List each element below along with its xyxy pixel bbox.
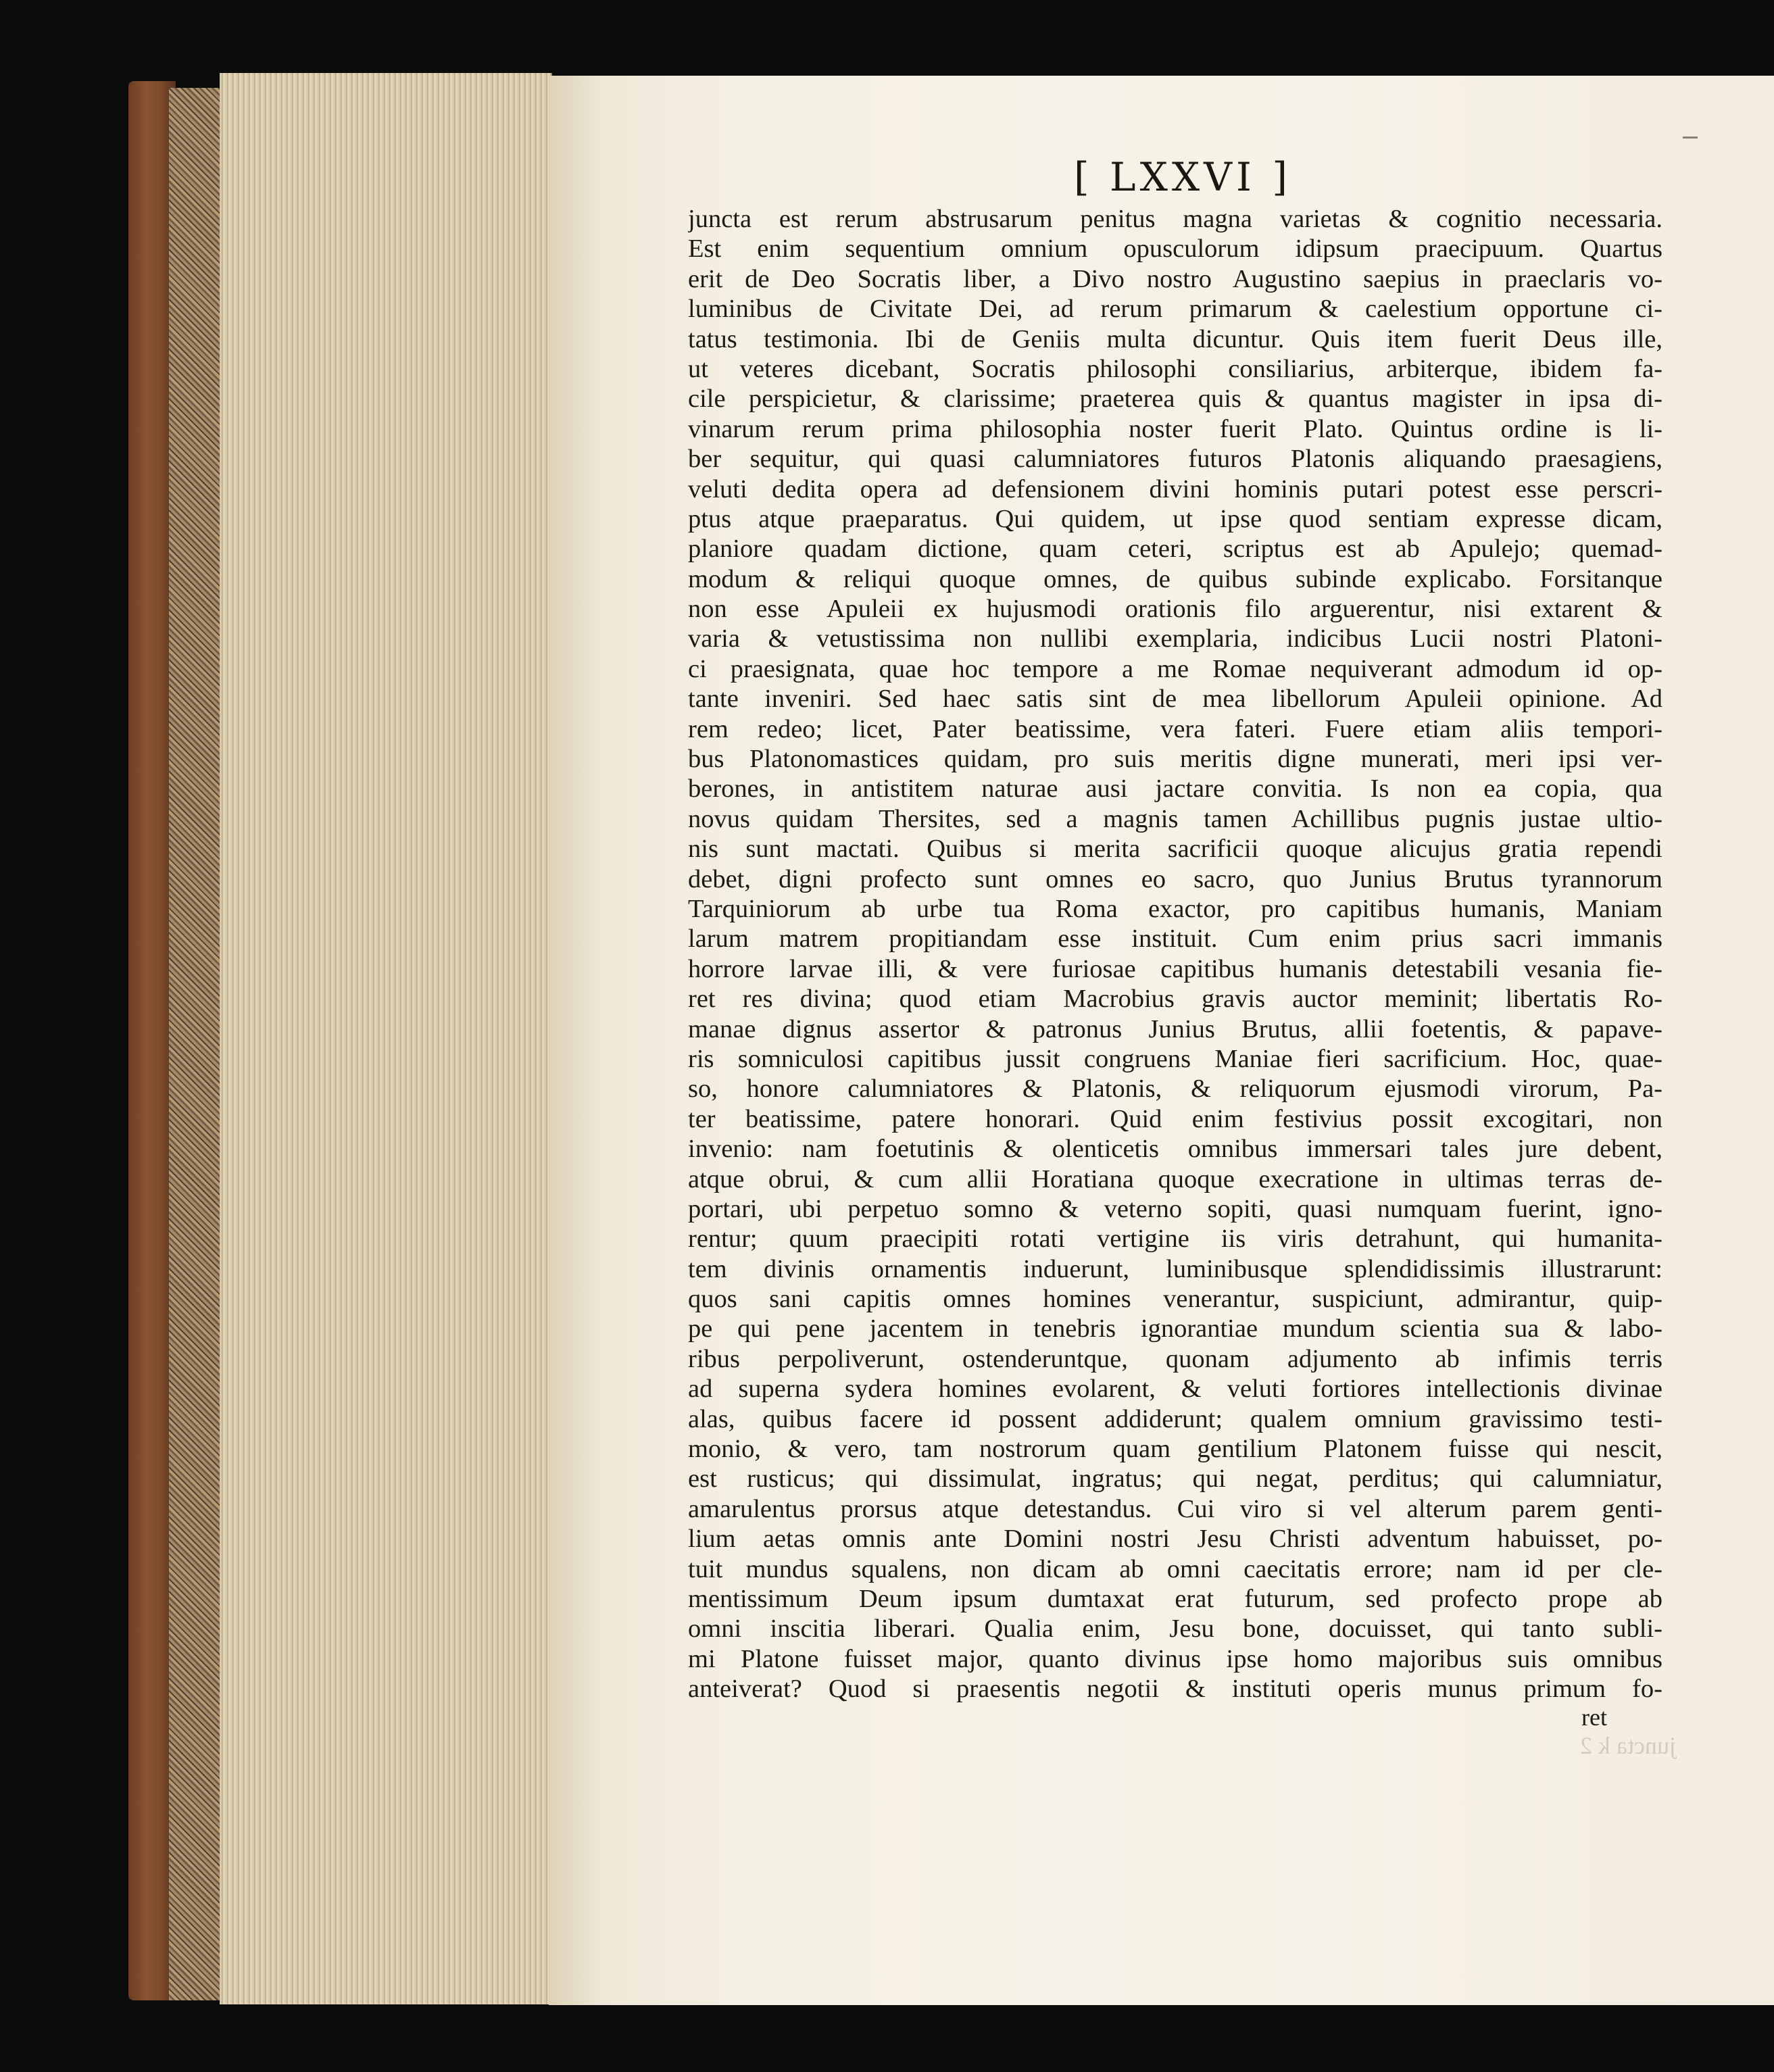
text-line: novus quidam Thersites, sed a magnis tamen Achillibus pugnis justae ultio-	[688, 804, 1662, 833]
text-line: cile perspicietur, & clarissime; praeterea quis & quantus magister in ipsa di-	[688, 385, 1662, 414]
text-line: juncta est rerum abstrusarum penitus magna varietas & cognitio necessaria.	[688, 205, 1662, 233]
text-line: lium aetas omnis ante Domini nostri Jesu Christi adventum habuisset, po-	[688, 1525, 1662, 1554]
text-line: mi Platone fuisset major, quanto divinus ipse homo majoribus suis omnibus	[688, 1644, 1662, 1673]
text-line: berones, in antistitem naturae ausi jactare convitia. Is non ea copia, qua	[688, 774, 1662, 804]
text-line: ci praesignata, quae hoc tempore a me Romae nequiverant admodum id op-	[688, 654, 1662, 683]
text-line: atque obrui, & cum allii Horatiana quoque execratione in ultimas terras de-	[688, 1164, 1662, 1193]
text-line: vinarum rerum prima philosophia noster fuerit Plato. Quintus ordine is li-	[688, 414, 1662, 443]
text-line: larum matrem propitiandam esse instituit. Cum enim prius sacri immanis	[688, 924, 1662, 954]
text-line: mentissimum Deum ipsum dumtaxat erat futurum, sed profecto prope ab	[688, 1584, 1662, 1613]
text-line: omni inscitia liberari. Qualia enim, Jesu bone, docuisset, qui tanto subli-	[688, 1614, 1662, 1644]
text-line: ter beatissime, patere honorari. Quid enim festivius possit excogitari, non	[688, 1104, 1662, 1133]
text-line: ber sequitur, qui quasi calumniatores futuros Platonis aliquando praesagiens,	[688, 445, 1662, 474]
text-line: horrore larvae illi, & vere furiosae capitibus humanis detestabili vesania fie-	[688, 954, 1662, 983]
text-line: anteiverat? Quod si praesentis negotii & instituti operis munus primum fo-	[688, 1675, 1662, 1704]
text-line: tatus testimonia. Ibi de Geniis multa dicuntur. Quis item fuerit Deus ille,	[688, 324, 1662, 353]
text-line: amarulentus prorsus atque detestandus. Cui viro si vel alterum parem genti-	[688, 1494, 1662, 1523]
text-line: nis sunt mactati. Quibus si merita sacrificii quoque alicujus gratia rependi	[688, 835, 1662, 864]
text-line: portari, ubi perpetuo somno & veterno sopiti, quasi numquam fuerint, igno-	[688, 1194, 1662, 1223]
text-line: quos sani capitis omnes homines venerantur, suspiciunt, admirantur, quip-	[688, 1285, 1662, 1314]
text-line: rem redeo; licet, Pater beatissime, vera fateri. Fuere etiam aliis tempori-	[688, 714, 1662, 743]
text-line: alas, quibus facere id possent addiderunt; qualem omnium gravissimo testi-	[688, 1404, 1662, 1433]
text-line: so, honore calumniatores & Platonis, & reliquorum ejusmodi virorum, Pa-	[688, 1075, 1662, 1104]
text-line: ris somniculosi capitibus jussit congruens Maniae fieri sacrificium. Hoc, quae-	[688, 1044, 1662, 1073]
page-header: [ LXXVI ]	[1073, 154, 1292, 200]
text-line: Est enim sequentium omnium opusculorum idipsum praecipuum. Quartus	[688, 235, 1662, 264]
text-line: debet, digni profecto sunt omnes eo sacro, quo Junius Brutus tyrannorum	[688, 864, 1662, 893]
text-line: Tarquiniorum ab urbe tua Roma exactor, pro capitibus humanis, Maniam	[688, 894, 1662, 923]
text-line: est rusticus; qui dissimulat, ingratus; qui negat, perditus; qui calumniatur,	[688, 1464, 1662, 1494]
text-line: manae dignus assertor & patronus Junius Brutus, allii foetentis, & papave-	[688, 1014, 1662, 1043]
text-line: non esse Apuleii ex hujusmodi orationis filo arguerentur, nisi extarent &	[688, 595, 1662, 624]
page-mark	[1683, 137, 1698, 139]
text-line: ut veteres dicebant, Socratis philosophi consiliarius, arbiterque, ibidem fa-	[688, 354, 1662, 383]
text-line: veluti dedita opera ad defensionem divini hominis putari potest esse perscri-	[688, 474, 1662, 503]
text-line: ptus atque praeparatus. Qui quidem, ut ipse quod sentiam expresse dicam,	[688, 504, 1662, 533]
text-line: ad superna sydera homines evolarent, & veluti fortiores intellectionis divinae	[688, 1375, 1662, 1404]
text-line: erit de Deo Socratis liber, a Divo nostro Augustino saepius in praeclaris vo-	[688, 264, 1662, 293]
catchword: ret	[1581, 1704, 1607, 1731]
text-line: tem divinis ornamentis induerunt, luminibusque splendidissimis illustrarunt:	[688, 1254, 1662, 1283]
text-line: bus Platonomastices quidam, pro suis meritis digne munerati, meri ipsi ver-	[688, 745, 1662, 774]
body-text	[688, 204, 1662, 1704]
marbled-cover-edge	[169, 88, 220, 2000]
text-line: pe qui pene jacentem in tenebris ignorantiae mundum scientia sua & labo-	[688, 1314, 1662, 1343]
text-line: ribus perpoliverunt, ostenderuntque, quonam adjumento ab infimis terris	[688, 1344, 1662, 1373]
text-line: modum & reliqui quoque omnes, de quibus subinde explicabo. Forsitanque	[688, 564, 1662, 593]
text-line: tante inveniri. Sed haec satis sint de mea libellorum Apuleii opinione. Ad	[688, 685, 1662, 714]
text-line: monio, & vero, tam nostrorum quam gentilium Platonem fuisse qui nescit,	[688, 1435, 1662, 1464]
text-line: rentur; quum praecipiti rotati vertigine iis viris detrahunt, qui humanita-	[688, 1225, 1662, 1254]
bleed-through-text: juncta k 2	[1580, 1732, 1676, 1759]
page-block-edge	[220, 73, 552, 2004]
text-line: planiore quadam dictione, quam ceteri, scriptus est ab Apulejo; quemad-	[688, 535, 1662, 564]
text-line: varia & vetustissima non nullibi exemplaria, indicibus Lucii nostri Platoni-	[688, 624, 1662, 653]
text-line: ret res divina; quod etiam Macrobius gravis auctor meminit; libertatis Ro-	[688, 985, 1662, 1014]
text-line: luminibus de Civitate Dei, ad rerum primarum & caelestium opportune ci-	[688, 295, 1662, 324]
text-line: tuit mundus squalens, non dicam ab omni caecitatis errore; nam id per cle-	[688, 1554, 1662, 1583]
text-line: invenio: nam foetutinis & olenticetis omnibus immersari tales jure debent,	[688, 1135, 1662, 1164]
